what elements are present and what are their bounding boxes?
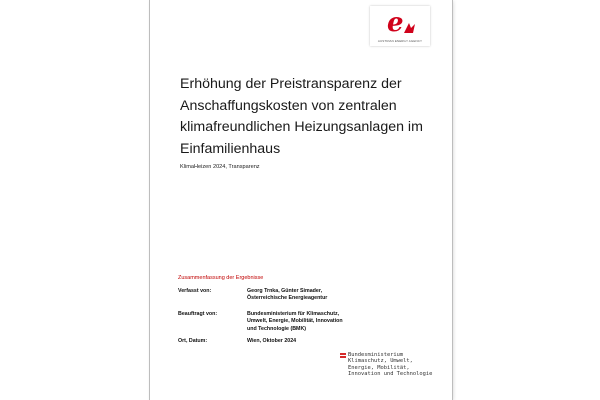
place-date-value: Wien, Oktober 2024 — [247, 338, 297, 344]
e-logo-icon — [384, 9, 416, 35]
document-page — [150, 0, 452, 400]
logo-caption: AUSTRIAN ENERGY AGENCY — [377, 39, 423, 43]
title-line: Anschaffungskosten von zentralen — [180, 97, 397, 114]
place-date-label: Ort, Datum: — [178, 338, 208, 344]
title-line: klimafreundlichen Heizungsanlagen im — [180, 119, 423, 135]
commissioned-value: Bundesministerium für Klimaschutz, Umwelt, Energie, Mobilität, Innovation und Technologie (BMK) — [247, 311, 343, 332]
commissioned-label: Beauftragt von: — [178, 311, 218, 317]
svg-text:e: e — [387, 9, 404, 35]
title-line: Einfamilienhaus — [180, 140, 281, 157]
document-title — [180, 74, 442, 160]
ministry-name: Bundesministerium Klimaschutz, Umwelt, Energie, Mobilität, Innovation und Technologie — [348, 352, 433, 377]
authors-label: Verfasst von: — [178, 288, 212, 294]
document-subtitle: KlimaHeizen 2024, Transparenz — [180, 164, 260, 170]
title-line: Erhöhung der Preistransparenz der — [180, 76, 402, 92]
austria-flag-icon — [340, 353, 346, 358]
summary-heading: Zusammenfassung der Ergebnisse — [178, 275, 264, 281]
energy-agency-logo — [370, 6, 430, 46]
authors-value: Georg Trnka, Günter Simader, Österreichische Energieagentur — [247, 288, 328, 302]
